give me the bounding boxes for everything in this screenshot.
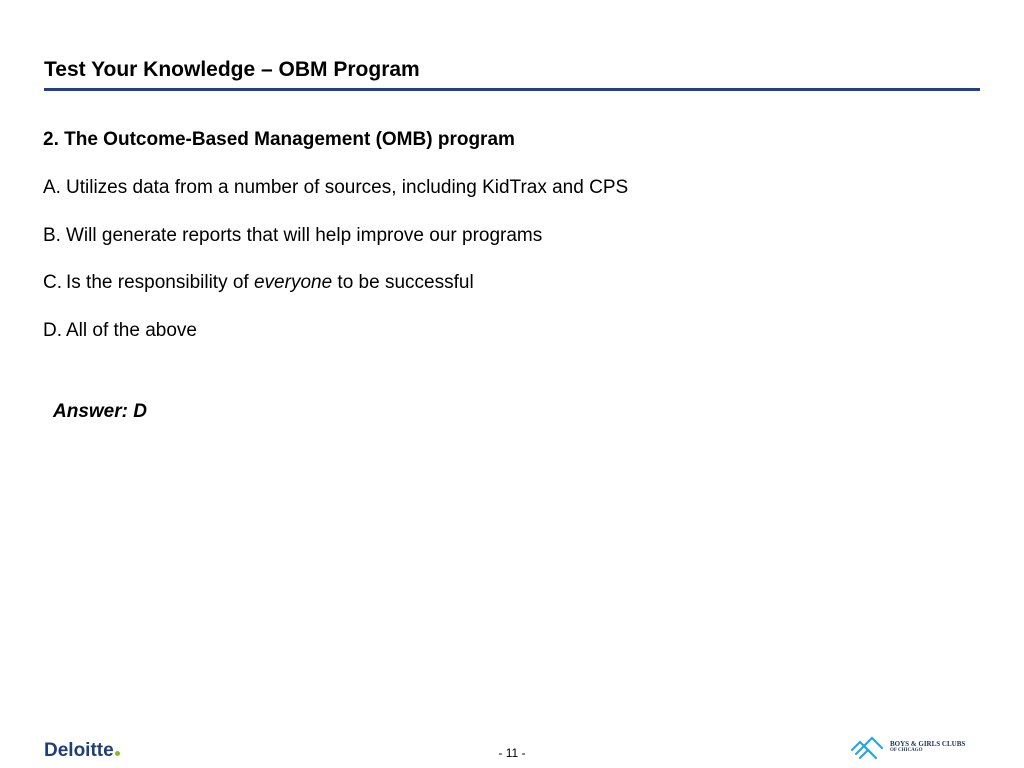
boys-girls-clubs-logo <box>850 736 980 762</box>
option-b-letter: B. <box>43 225 61 246</box>
option-b <box>43 225 542 247</box>
bgc-logo-line1: BOYS & GIRLS CLUBS <box>890 740 966 748</box>
slide-title: Test Your Knowledge – OBM Program <box>44 58 420 81</box>
answer-text: Answer: D <box>53 401 147 422</box>
option-c-text-before: Is the responsibility of <box>66 272 254 293</box>
option-a-text: Utilizes data from a number of sources, including KidTrax and CPS <box>66 177 629 198</box>
option-a-letter: A. <box>43 177 61 198</box>
boys-girls-clubs-hands-icon <box>850 736 884 760</box>
option-c-letter: C. <box>43 272 62 293</box>
option-d-text: All of the above <box>66 320 197 341</box>
page-number: - 11 - <box>498 746 526 760</box>
title-divider <box>44 88 980 91</box>
question-text: 2. The Outcome-Based Management (OMB) program <box>43 129 515 150</box>
deloitte-logo-text: Deloitte <box>44 740 114 761</box>
option-c-text-after: to be successful <box>332 272 474 293</box>
option-c <box>43 272 474 294</box>
option-a <box>43 177 628 199</box>
option-b-text: Will generate reports that will help improve our programs <box>66 225 543 246</box>
bgc-logo-line2: OF CHICAGO <box>890 748 923 753</box>
option-d <box>43 320 197 342</box>
option-c-emphasis: everyone <box>253 272 333 293</box>
option-d-letter: D. <box>43 320 62 341</box>
